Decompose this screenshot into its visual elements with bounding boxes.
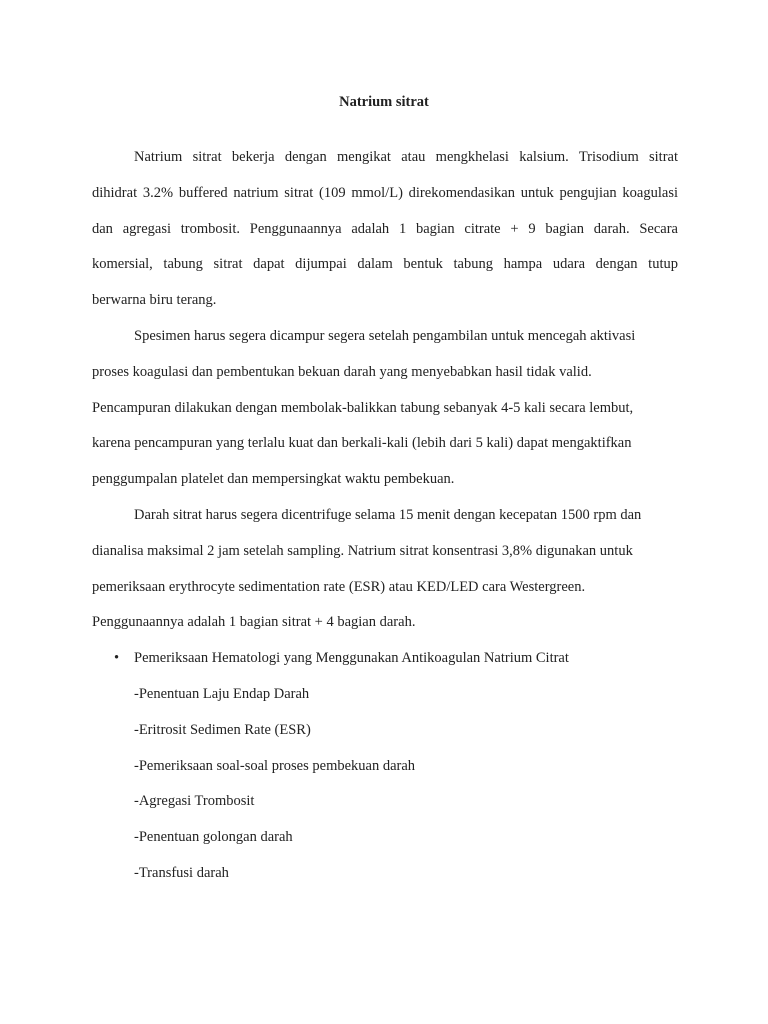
paragraph-1 bbox=[92, 140, 678, 319]
bullet-text: Pemeriksaan Hematologi yang Menggunakan Antikoagulan Natrium Citrat bbox=[134, 650, 569, 667]
paragraph-3 bbox=[92, 498, 678, 641]
bullet-item bbox=[92, 641, 678, 677]
list-item: -Penentuan Laju Endap Darah bbox=[134, 685, 310, 702]
paragraph-3-line: pemeriksaan erythrocyte sedimentation rate (ESR) atau KED/LED cara Westergreen. bbox=[92, 578, 586, 595]
paragraph-1-line: berwarna biru terang. bbox=[92, 292, 217, 309]
paragraph-3-line: Penggunaannya adalah 1 bagian sitrat + 4 bagian darah. bbox=[92, 614, 416, 631]
paragraph-1-line: komersial, tabung sitrat dapat dijumpai dalam bentuk tabung hampa udara dengan tutup bbox=[92, 256, 678, 273]
document-body bbox=[92, 140, 678, 892]
paragraph-3-line: Darah sitrat harus segera dicentrifuge selama 15 menit dengan kecepatan 1500 rpm dan bbox=[134, 506, 642, 523]
paragraph-3-line: dianalisa maksimal 2 jam setelah sampling. Natrium sitrat konsentrasi 3,8% digunakan untuk bbox=[92, 542, 633, 559]
paragraph-2 bbox=[92, 319, 678, 498]
paragraph-2-line: Pencampuran dilakukan dengan membolak-balikkan tabung sebanyak 4-5 kali secara lembut, bbox=[92, 399, 634, 416]
list-item: -Eritrosit Sedimen Rate (ESR) bbox=[134, 721, 311, 738]
paragraph-1-line: dan agregasi trombosit. Penggunaannya adalah 1 bagian citrate + 9 bagian darah. Secara bbox=[92, 220, 678, 237]
paragraph-1-line: dihidrat 3.2% buffered natrium sitrat (109 mmol/L) direkomendasikan untuk pengujian koagulasi bbox=[92, 184, 678, 201]
paragraph-1-line: Natrium sitrat bekerja dengan mengikat atau mengkhelasi kalsium. Trisodium sitrat bbox=[134, 149, 678, 165]
list-item: -Penentuan golongan darah bbox=[134, 829, 293, 846]
list-item: -Pemeriksaan soal-soal proses pembekuan darah bbox=[134, 757, 416, 774]
paragraph-2-line: Spesimen harus segera dicampur segera setelah pengambilan untuk mencegah aktivasi bbox=[134, 327, 636, 344]
bullet-marker: • bbox=[114, 650, 120, 667]
sub-list bbox=[92, 677, 678, 892]
paragraph-2-line: penggumpalan platelet dan mempersingkat waktu pembekuan. bbox=[92, 471, 455, 488]
paragraph-2-line: proses koagulasi dan pembentukan bekuan darah yang menyebabkan hasil tidak valid. bbox=[92, 363, 592, 380]
paragraph-2-line: karena pencampuran yang terlalu kuat dan berkali-kali (lebih dari 5 kali) dapat mengaktifkan bbox=[92, 435, 632, 452]
list-item: -Agregasi Trombosit bbox=[134, 793, 255, 810]
list-item: -Transfusi darah bbox=[134, 864, 229, 881]
document-title: Natrium sitrat bbox=[339, 94, 429, 110]
